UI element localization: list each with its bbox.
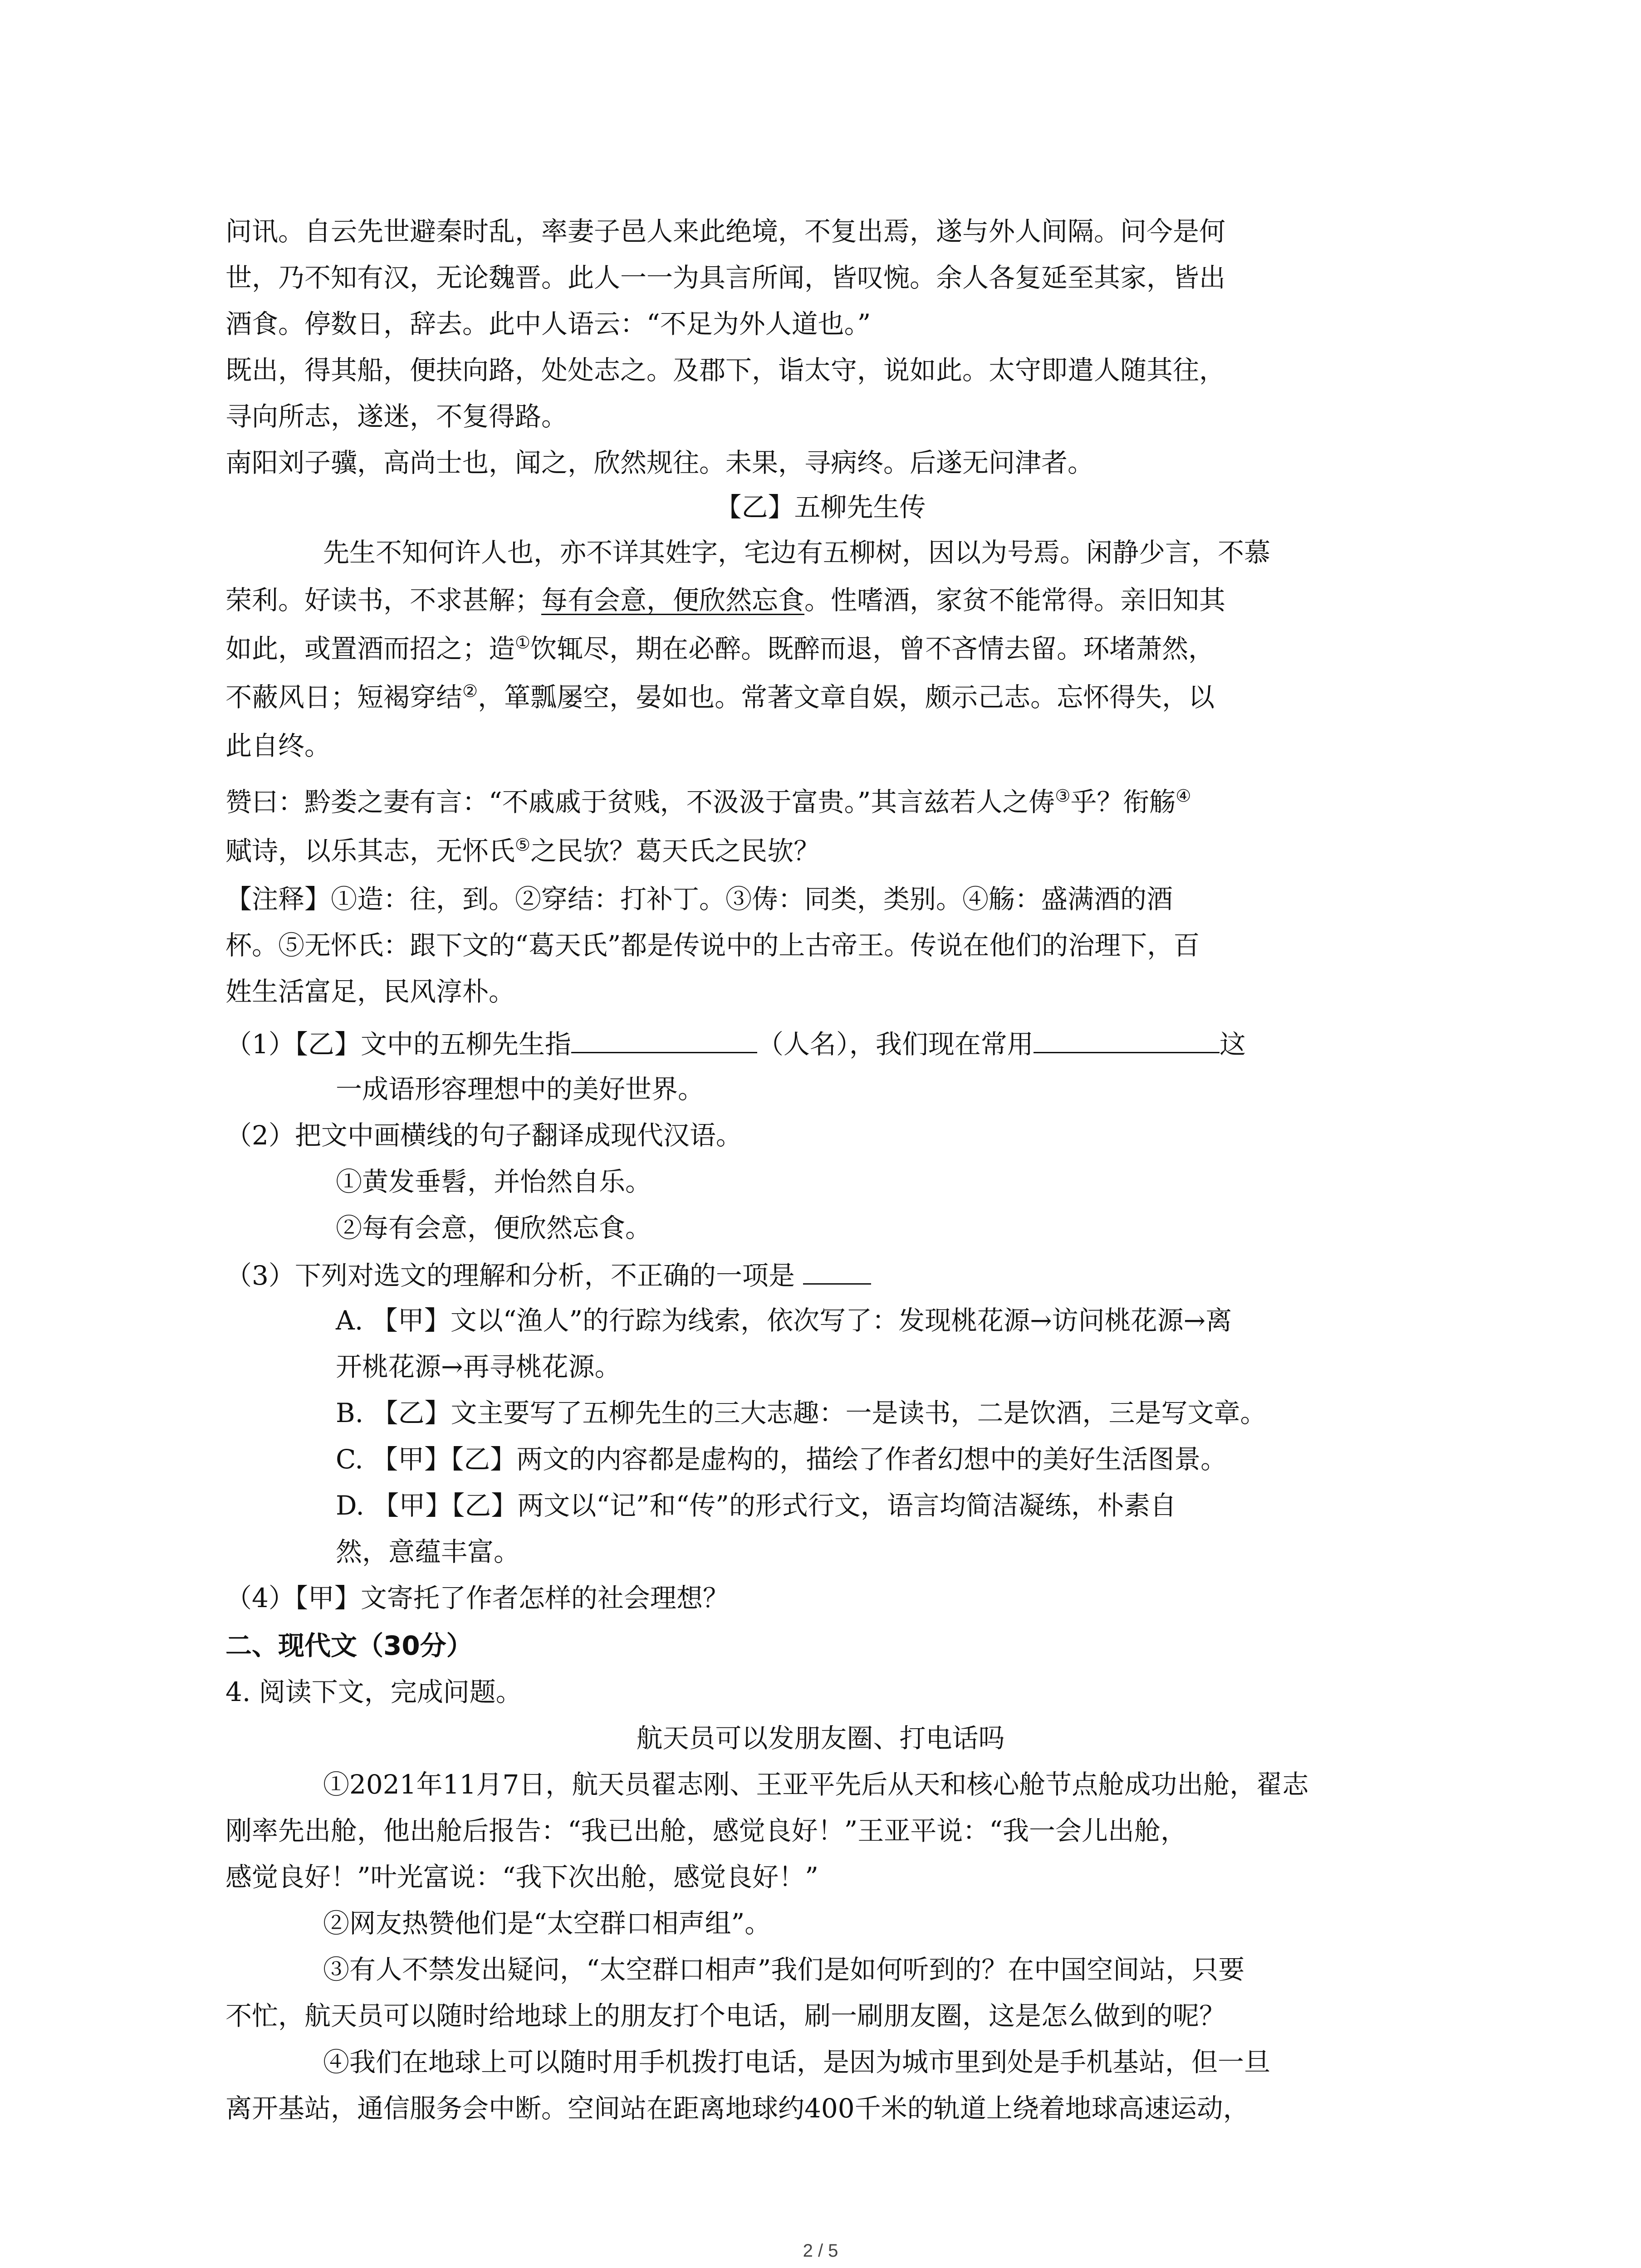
yi-line-6-part-b: 乎？衔觞	[1070, 787, 1176, 817]
yi-title: 【乙】五柳先生传	[715, 492, 926, 523]
para-1-line-2: 刚率先出舱，他出舱后报告：“我已出舱，感觉良好！”王亚平说：“我一会儿出舱，	[225, 1815, 1187, 1846]
jia-line-3: 酒食。停数日，辞去。此中人语云：“不足为外人道也。”	[225, 308, 871, 339]
option-d-line-2: 然，意蕴丰富。	[336, 1536, 520, 1567]
question-1	[225, 1026, 1419, 1061]
note-ref-2: ②	[462, 681, 478, 701]
para-4-line-1: ④我们在地球上可以随时用手机拨打电话，是因为城市里到处是手机基站，但一旦	[323, 2047, 1271, 2077]
note-ref-1: ①	[515, 632, 531, 653]
yi-line-3-part-b: 饮辄尽，期在必醉。既醉而退，曾不吝情去留。环堵萧然，	[530, 633, 1215, 664]
question-2-item-1: ①黄发垂髫，并怡然自乐。	[336, 1166, 652, 1197]
yi-line-6-part-a: 赞曰：黔娄之妻有言：“不戚戚于贫贱，不汲汲于富贵。”其言兹若人之俦	[225, 787, 1055, 817]
option-d-line-1: D. 【甲】【乙】两文以“记”和“传”的形式行文，语言均简洁凝练，朴素自	[336, 1490, 1176, 1521]
yi-line-2	[225, 583, 1419, 617]
question-4: （4）【甲】文寄托了作者怎样的社会理想？	[225, 1583, 729, 1613]
yi-line-1: 先生不知何许人也，亦不详其姓字，宅边有五柳树，因以为号焉。闲静少言，不慕	[323, 537, 1271, 568]
yi-line-4-part-a: 不蔽风日；短褐穿结	[225, 682, 463, 713]
para-2: ②网友热赞他们是“太空群口相声组”。	[323, 1908, 771, 1939]
answer-blank-name[interactable]	[571, 1026, 757, 1053]
yi-line-3	[225, 631, 1419, 666]
yi-line-4-part-b: ，箪瓢屡空，晏如也。常著文章自娱，颇示己志。忘怀得失，以	[478, 682, 1215, 713]
answer-blank-idiom[interactable]	[1034, 1026, 1220, 1053]
jia-line-6: 南阳刘子骥，高尚士也，闻之，欣然规往。未果，寻病终。后遂无问津者。	[225, 447, 1094, 478]
para-3-line-1: ③有人不禁发出疑问，“太空群口相声”我们是如何听到的？在中国空间站，只要	[323, 1954, 1245, 1985]
article-title: 航天员可以发朋友圈、打电话吗	[636, 1723, 1005, 1754]
notes-line-2: 杯。⑤无怀氏：跟下文的“葛天氏”都是传说中的上古帝王。传说在他们的治理下，百	[225, 930, 1200, 961]
yi-line-6	[225, 785, 1419, 819]
notes-line-1: 【注释】①造：往，到。②穿结：打补丁。③俦：同类，类别。④觞：盛满酒的酒	[225, 884, 1173, 914]
question-1-part-a: （1）【乙】文中的五柳先生指	[225, 1029, 571, 1060]
jia-line-2: 世，乃不知有汉，无论魏晋。此人一一为具言所闻，皆叹惋。余人各复延至其家，皆出	[225, 262, 1226, 293]
question-2: （2）把文中画横线的句子翻译成现代汉语。	[225, 1120, 742, 1151]
yi-line-7	[225, 834, 1419, 868]
question-1-cont: 一成语形容理想中的美好世界。	[336, 1074, 705, 1105]
jia-line-1: 问讯。自云先世避秦时乱，率妻子邑人来此绝境，不复出焉，遂与外人间隔。问今是何	[225, 216, 1226, 247]
option-a-line-2: 开桃花源→再寻桃花源。	[336, 1351, 621, 1382]
yi-line-2-part-a: 荣利。好读书，不求甚解；	[225, 585, 542, 616]
yi-line-3-part-a: 如此，或置酒而招之；造	[225, 633, 515, 664]
para-1-line-1: ①2021年11月7日，航天员翟志刚、王亚平先后从天和核心舱节点舱成功出舱，翟志	[323, 1769, 1309, 1800]
yi-line-5: 此自终。	[225, 730, 331, 761]
question-2-item-2: ②每有会意，便欣然忘食。	[336, 1212, 652, 1243]
question-4-intro: 4. 阅读下文，完成问题。	[225, 1677, 522, 1707]
question-1-part-b: （人名），我们现在常用	[757, 1029, 1034, 1060]
para-3-line-2: 不忙，航天员可以随时给地球上的朋友打个电话，刷一刷朋友圈，这是怎么做到的呢？	[225, 2000, 1226, 2031]
question-1-part-c: 这	[1219, 1029, 1246, 1060]
para-1-line-3: 感觉良好！”叶光富说：“我下次出舱，感觉良好！”	[225, 1862, 818, 1892]
yi-line-7-part-a: 赋诗，以乐其志，无怀氏	[225, 836, 515, 866]
jia-line-5: 寻向所志，遂迷，不复得路。	[225, 401, 568, 432]
yi-line-2-part-b: 。性嗜酒，家贫不能常得。亲旧知其	[804, 585, 1226, 616]
jia-line-4: 既出，得其船，便扶向路，处处志之。及郡下，诣太守，说如此。太守即遣人随其往，	[225, 355, 1226, 386]
option-a-line-1: A. 【甲】文以“渔人”的行踪为线索，依次写了：发现桃花源→访问桃花源→离	[336, 1305, 1232, 1336]
answer-blank-choice[interactable]	[803, 1257, 871, 1285]
yi-line-7-part-b: 之民欤？葛天氏之民欤？	[530, 836, 820, 866]
notes-line-3: 姓生活富足，民风淳朴。	[225, 976, 515, 1007]
question-3	[225, 1257, 1419, 1293]
page-number: 2 / 5	[803, 2241, 838, 2261]
yi-line-4	[225, 680, 1419, 714]
question-3-text: （3）下列对选文的理解和分析，不正确的一项是	[225, 1260, 795, 1291]
note-ref-3: ③	[1055, 786, 1071, 806]
note-ref-4: ④	[1176, 786, 1191, 806]
section-heading: 二、现代文（30分）	[225, 1630, 473, 1661]
option-c: C. 【甲】【乙】两文的内容都是虚构的，描绘了作者幻想中的美好生活图景。	[336, 1444, 1227, 1475]
yi-underlined-sentence: 每有会意，便欣然忘食	[541, 585, 805, 616]
note-ref-5: ⑤	[515, 835, 531, 855]
option-b: B. 【乙】文主要写了五柳先生的三大志趣：一是读书，二是饮酒，三是写文章。	[336, 1398, 1267, 1428]
para-4-line-2: 离开基站，通信服务会中断。空间站在距离地球约400千米的轨道上绕着地球高速运动，	[225, 2093, 1249, 2124]
